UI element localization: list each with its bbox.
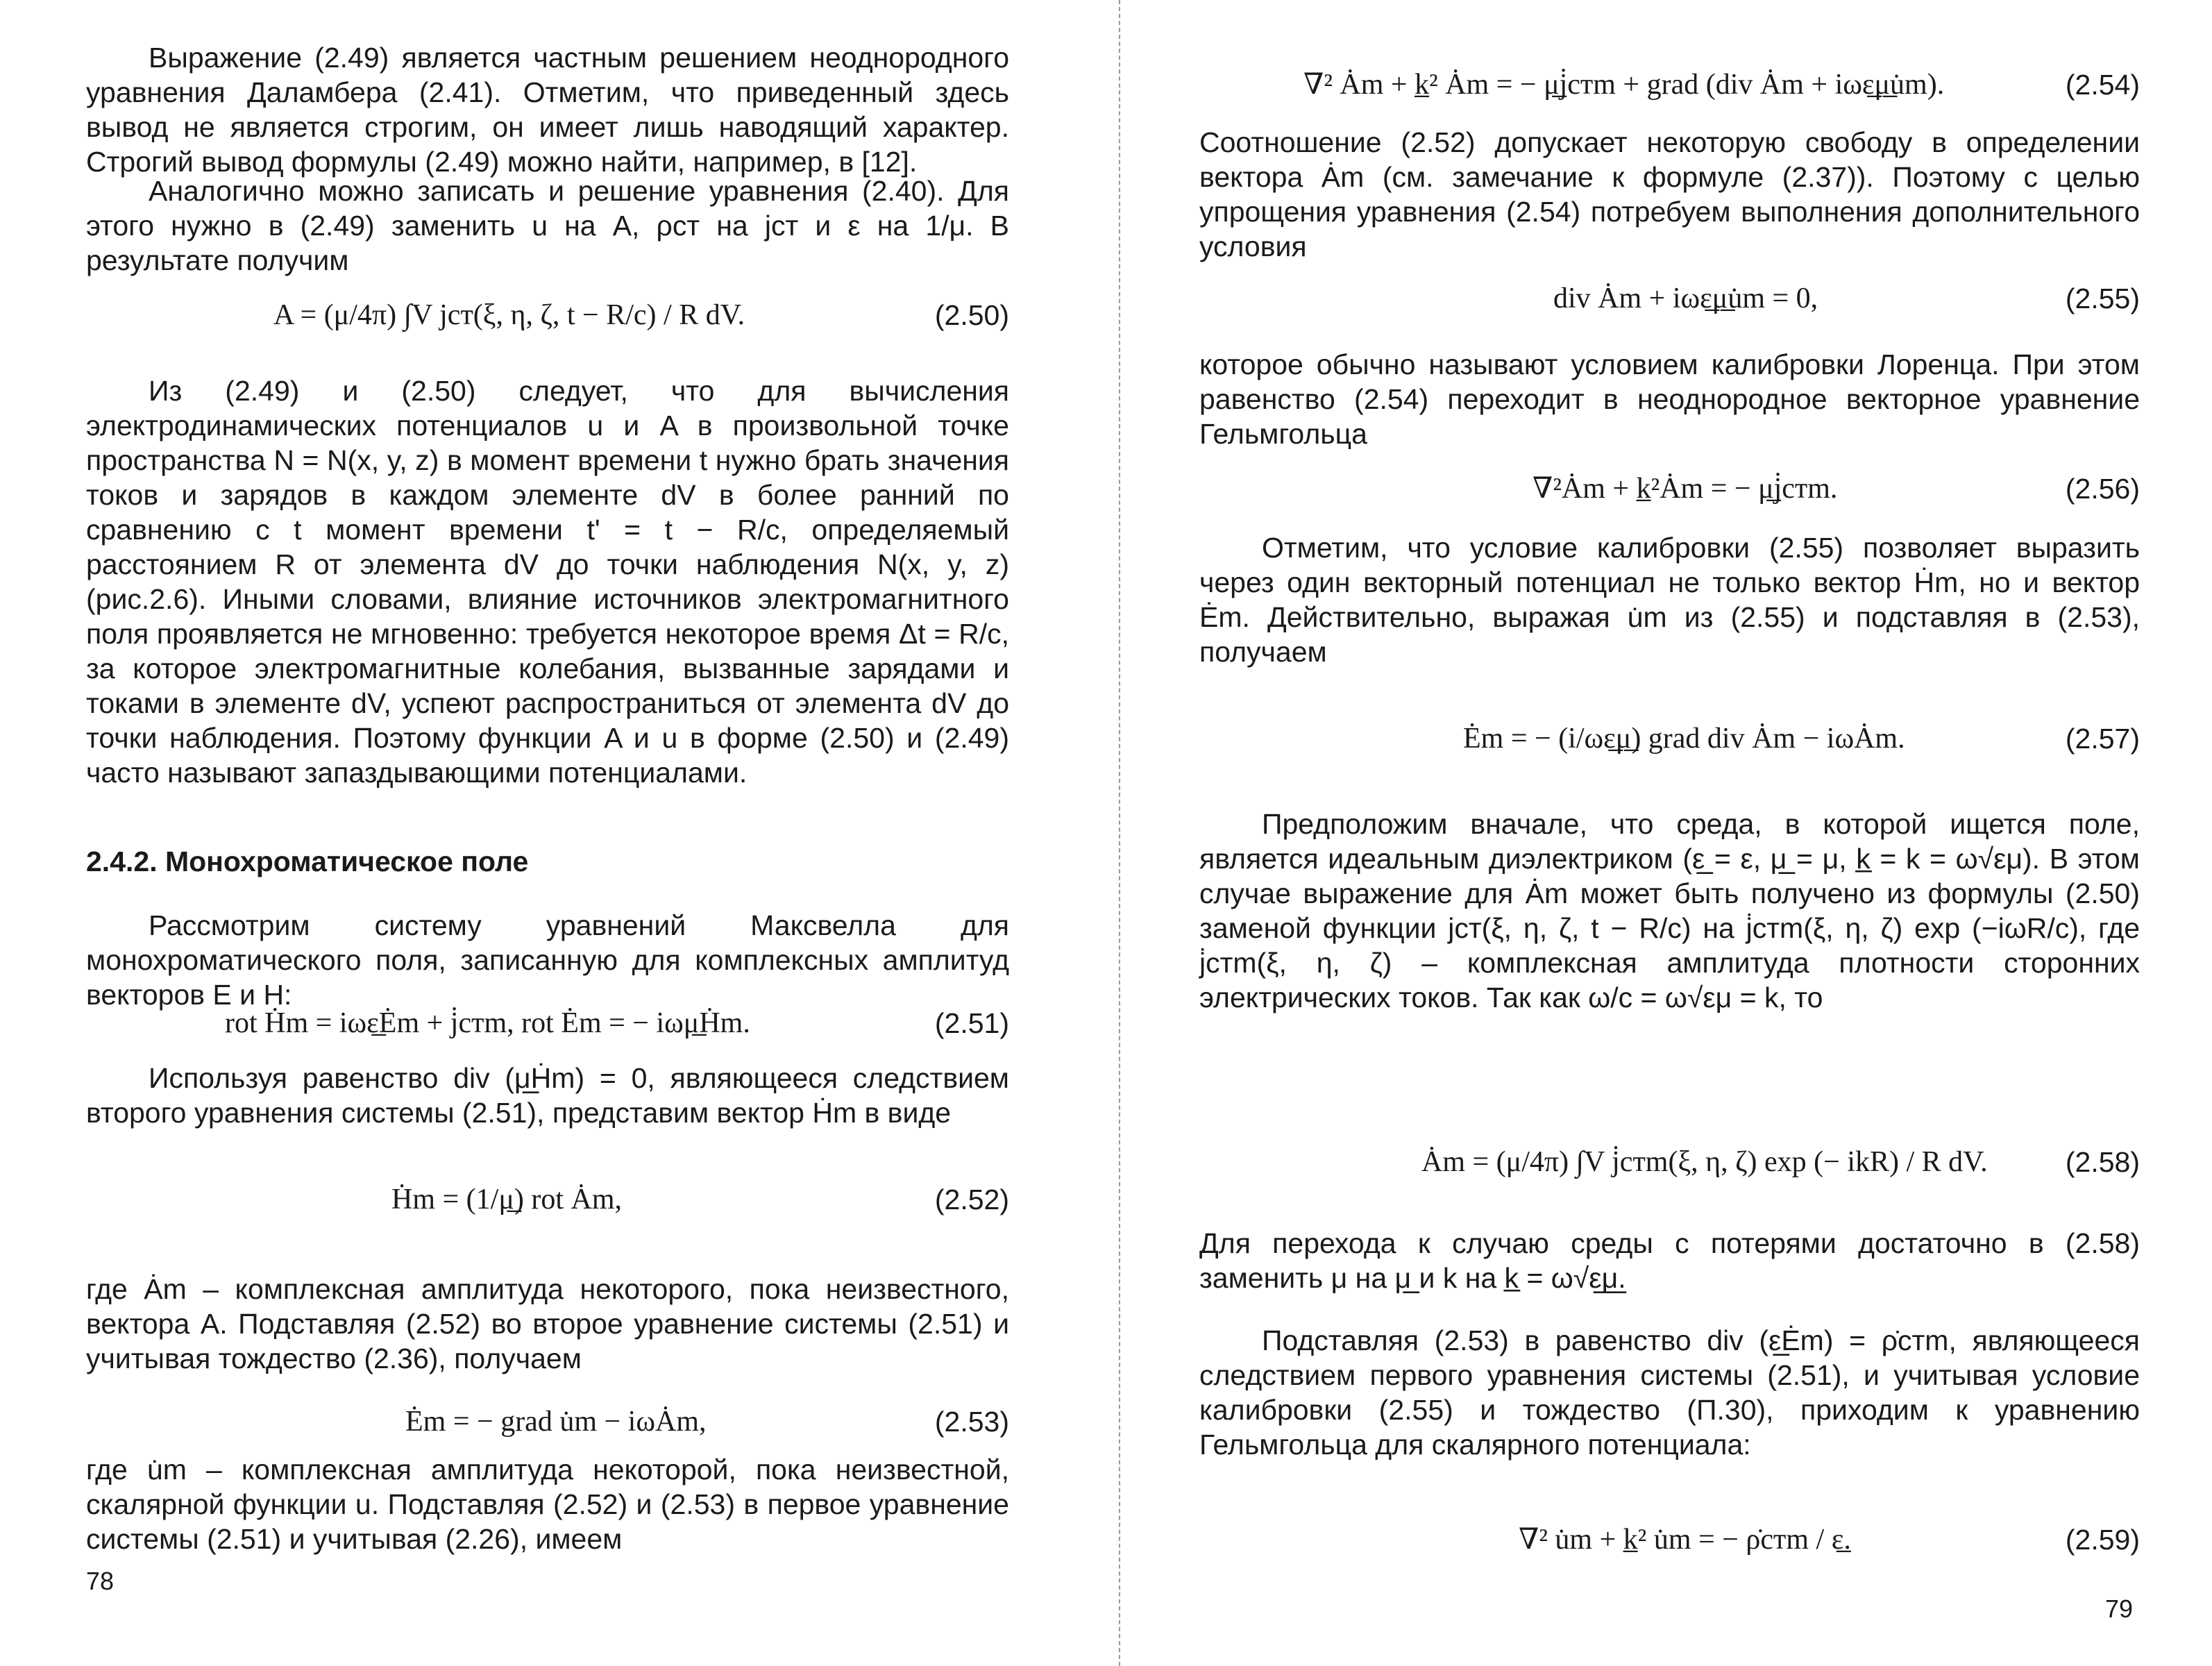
right-page [1106, 0, 2212, 1666]
equation-2-55 [1199, 279, 2140, 321]
section-heading: 2.4.2. Монохроматическое поле [86, 845, 529, 877]
paragraph: где Ȧm – комплексная амплитуда некоторого, пока неизвестного, вектора A. Подставляя (2.52) во второе уравнение системы (2.51) и учитывая тождество (2.36), получаем [86, 1273, 1009, 1374]
equation-2-57 [1199, 719, 2140, 761]
equation-number: (2.55) [2065, 283, 2140, 314]
equation-expression: ∇²Ȧm + k̲²Ȧm = − μ̲j̇стm. [1533, 473, 1838, 505]
equation-number: (2.53) [934, 1406, 1009, 1438]
paragraph: которое обычно называют условием калибровки Лоренца. При этом равенство (2.54) переходит в неоднородное векторное уравнение Гельмгольца [1199, 348, 2140, 450]
equation-number: (2.51) [934, 1007, 1009, 1039]
equation-expression: A = (μ/4π) ∫V jст(ξ, η, ζ, t − R/c) / R dV. [273, 299, 745, 331]
paragraph: Отметим, что условие калибровки (2.55) позволяет выразить через один векторный потенциал не только вектор Ḣm, но и вектор Ėm. Действительно, выражая u̇m из (2.55) и подставляя в (2.53), получаем [1199, 532, 2140, 668]
page-number: 78 [86, 1567, 115, 1595]
equation-2-52 [86, 1180, 1009, 1222]
equation-expression: Ȧm = (μ/4π) ∫V j̇стm(ξ, η, ζ) exp (− ikR) / R dV. [1421, 1146, 1988, 1178]
equation-2-54 [1199, 65, 2140, 107]
paragraph: Аналогично можно записать и решение уравнения (2.40). Для этого нужно в (2.49) заменить u на A, ρст на jст и ε на 1/μ. В результате получим [86, 175, 1009, 276]
equation-number: (2.50) [934, 299, 1009, 331]
equation-expression: Ėm = − grad u̇m − iωȦm, [405, 1406, 707, 1438]
equation-2-58 [1199, 1143, 2140, 1184]
equation-2-51 [86, 1004, 1009, 1045]
equation-number: (2.54) [2065, 69, 2140, 101]
paragraph: Выражение (2.49) является частным решением неоднородного уравнения Даламбера (2.41). Отметим, что приведенный здесь вывод не является строгим, он имеет лишь наводящий характер. Строгий вывод формулы (2.49) можно найти, например, в [12]. [86, 42, 1009, 178]
equation-number: (2.58) [2065, 1146, 2140, 1178]
equation-expression: div Ȧm + iωε̲μ̲u̇m = 0, [1553, 283, 1818, 314]
paragraph: Предположим вначале, что среда, в которой ищется поле, является идеальным диэлектриком (ε̲ = ε, μ̲ = μ, k̲ = k = ω√εμ). В этом случае выражение для Ȧm может быть получено из формулы (2.50) заменой функции jст(ξ, η, ζ, t − R/c) на j̇стm(ξ, η, ζ) exp (−iωR/c), где j̇стm(ξ, η, ζ) – комплексная амплитуда плотности сторонних электрических токов. Так как ω/c = ω√εμ = k, то [1199, 808, 2140, 1013]
equation-2-53 [86, 1402, 1009, 1444]
paragraph: Из (2.49) и (2.50) следует, что для вычисления электродинамических потенциалов u и A в произвольной точке пространства N = N(x, y, z) в момент времени t нужно брать значения токов и зарядов в каждом элементе dV в более ранний по сравнению с t момент времени t' = t − R/c, определяемый расстоянием R от элемента dV до точки наблюдения N(x, y, z) (рис.2.6). Иными словами, влияние источников электромагнитного поля проявляется не мгновенно: требуется некоторое время Δt = R/c, за которое электромагнитные колебания, вызванные зарядами и токами в элементе dV, успеют распространиться от элемента dV до точки наблюдения. Поэтому функции A и u в форме (2.50) и (2.49) часто называют запаздывающими потенциалами. [86, 375, 1009, 789]
paragraph: Для перехода к случаю среды с потерями достаточно в (2.58) заменить μ на μ̲ и k на k̲ = ω√ε̲μ̲. [1199, 1227, 2140, 1294]
equation-expression: Ėm = − (i/ωε̲μ̲) grad div Ȧm − iωȦm. [1463, 723, 1905, 755]
paragraph: Рассмотрим систему уравнений Максвелла для монохроматического поля, записанную для комплексных амплитуд векторов E и H: [86, 909, 1009, 1011]
equation-number: (2.56) [2065, 473, 2140, 505]
equation-2-59 [1199, 1520, 2140, 1562]
paragraph: Используя равенство div (μ̲Ḣm) = 0, являющееся следствием второго уравнения системы (2.51), представим вектор Ḣm в виде [86, 1062, 1009, 1129]
equation-2-50 [86, 296, 1009, 337]
equation-expression: ∇² Ȧm + k̲² Ȧm = − μ̲j̇стm + grad (div Ȧm + iωε̲μ̲u̇m). [1303, 69, 1945, 101]
equation-expression: Ḣm = (1/μ̲) rot Ȧm, [391, 1184, 623, 1215]
paragraph: Подставляя (2.53) в равенство div (ε̲Ėm) = ρ̇стm, являющееся следствием первого уравнения системы (2.51), и учитывая условие калибровки (2.55) и тождество (П.30), приходим к уравнению Гельмгольца для скалярного потенциала: [1199, 1324, 2140, 1461]
paragraph: Соотношение (2.52) допускает некоторую свободу в определении вектора Ȧm (см. замечание к формуле (2.37)). Поэтому с целью упрощения уравнения (2.54) потребуем выполнения дополнительного условия [1199, 126, 2140, 262]
equation-number: (2.57) [2065, 723, 2140, 755]
paragraph: где u̇m – комплексная амплитуда некоторой, пока неизвестной, скалярной функции u. Подставляя (2.52) и (2.53) в первое уравнение системы (2.51) и учитывая (2.26), имеем [86, 1454, 1009, 1555]
equation-2-56 [1199, 469, 2140, 511]
equation-number: (2.59) [2065, 1524, 2140, 1556]
equation-expression: ∇² u̇m + k̲² u̇m = − ρ̇стm / ε̲. [1519, 1524, 1851, 1556]
equation-number: (2.52) [934, 1184, 1009, 1215]
equation-expression: rot Ḣm = iωε̲Ėm + j̇стm, rot Ėm = − iωμ̲Ḣm. [225, 1007, 750, 1039]
page-number: 79 [2105, 1595, 2134, 1623]
